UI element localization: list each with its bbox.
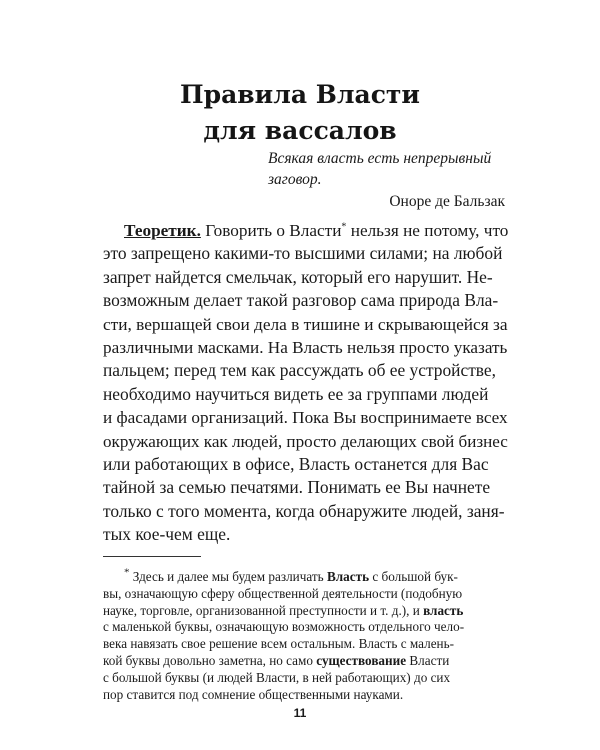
body-line: и фасадами организаций. Пока Вы воспринимаете всех: [103, 408, 508, 428]
footnote-line: с большой буквы (и людей Власти, в ней работающих) до сих: [103, 669, 451, 685]
body-line: необходимо научиться видеть ее за группами людей: [103, 383, 489, 404]
body-line: Теоретик. Говорить о Власти* нельзя не потому, что: [124, 221, 509, 240]
epigraph: [268, 148, 508, 190]
footnote-line: пор ставится под сомнение общественными науками.: [103, 686, 404, 702]
footnote-divider: [103, 556, 201, 557]
body-line: тых кое-чем еще.: [103, 524, 231, 545]
term-label: Теоретик.: [124, 221, 201, 240]
body-line: различными масками. На Власть нельзя просто указать: [103, 338, 508, 358]
epigraph-line-1: Всякая власть есть непрерывный: [268, 150, 492, 167]
body-line: пальцем; перед тем как рассуждать об ее устройстве,: [103, 360, 496, 381]
body-line: возможным делает такой разговор сама природа Вла-: [103, 290, 499, 311]
footnote: [103, 566, 503, 703]
body-paragraph: [103, 219, 508, 547]
body-line: запрет найдется смельчак, который его нарушит. Не-: [103, 266, 493, 287]
body-line: тайной за семью печатями. Понимать ее Вы начнете: [103, 477, 491, 498]
chapter-title: [0, 77, 600, 149]
footnote-reference: *: [341, 221, 347, 233]
footnote-line: * Здесь и далее мы будем различать Власть с большой бук-: [124, 566, 458, 584]
chapter-title-line-1: Правила Власти: [180, 80, 420, 109]
body-line: окружающих как людей, просто делающих свой бизнес: [103, 431, 508, 451]
footnote-line: науке, торговле, организованной преступности и т. д.), и власть: [103, 602, 464, 618]
body-line: только с того момента, когда обнаружите людей, заня-: [103, 500, 505, 521]
footnote-mark: *: [124, 566, 130, 579]
body-line: сти, вершащей свои дела в тишине и скрывающейся за: [103, 314, 508, 334]
chapter-title-line-2: для вассалов: [203, 116, 397, 145]
epigraph-author: Оноре де Бальзак: [389, 193, 505, 210]
footnote-line: вы, означающую сферу общественной деятельности (подобную: [103, 585, 463, 601]
footnote-line: с маленькой буквы, означающую возможность отдельного чело-: [103, 619, 465, 635]
body-line: это запрещено какими-то высшими силами; на любой: [103, 243, 503, 264]
footnote-line: кой буквы довольно заметна, но само существование Власти: [103, 652, 450, 668]
footnote-line: века навязать свое решение всем остальным. Власть с малень-: [103, 636, 455, 652]
epigraph-line-2: заговор.: [268, 171, 322, 188]
page-number: 11: [293, 706, 307, 720]
body-line: или работающих в офисе, Власть останется для Вас: [103, 454, 489, 475]
